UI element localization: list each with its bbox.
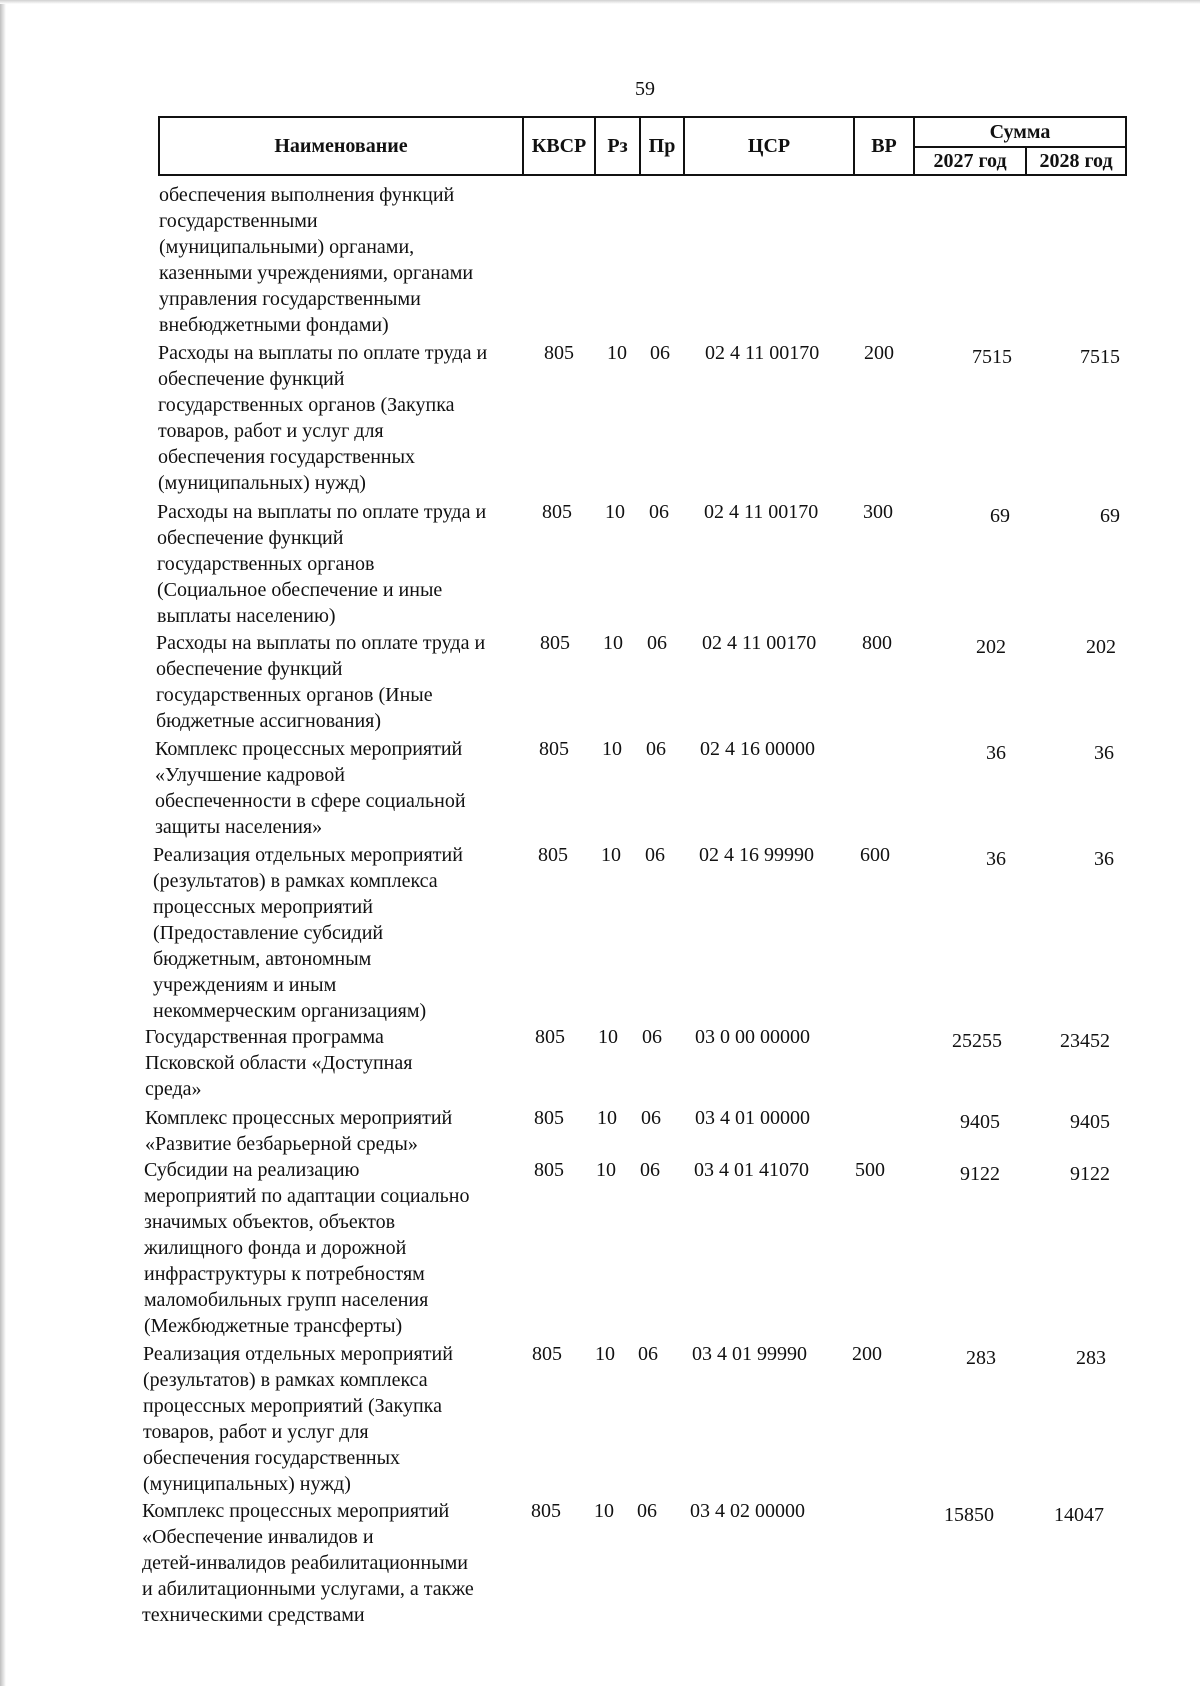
row-name-line: (Социальное обеспечение и иные [157,579,443,601]
cell-2028: 202 [1086,636,1116,658]
cell-csr: 02 4 16 00000 [700,738,815,760]
cell-2027: 283 [966,1347,996,1369]
cell-rz: 10 [597,1107,617,1129]
cell-2027: 25255 [952,1030,1002,1052]
row-name-line: жилищного фонда и дорожной [144,1237,407,1259]
cell-2028: 36 [1094,742,1114,764]
row-name-line: инфраструктуры к потребностям [144,1263,425,1285]
row-name-line: «Развитие безбарьерной среды» [145,1133,418,1155]
row-name-line: маломобильных групп населения [144,1289,429,1311]
row-name-line: управления государственными [159,288,421,310]
cell-2028: 69 [1100,505,1120,527]
row-name-line: государственных органов [157,553,375,575]
row-name-line: процессных мероприятий [153,896,373,918]
cell-kvsr: 805 [538,844,568,866]
row-name-line: обеспечение функций [158,368,345,390]
header-rz: Рз [595,117,640,175]
row-name-line: государственных органов (Закупка [158,394,455,416]
row-name-line: государственными [159,210,318,232]
cell-2028: 14047 [1054,1504,1104,1526]
cell-rz: 10 [594,1500,614,1522]
cell-pr: 06 [637,1500,657,1522]
cell-vr: 600 [860,844,890,866]
row-name-line: защиты населения» [155,816,323,838]
row-name-line: обеспечения государственных [158,446,416,468]
cell-rz: 10 [603,632,623,654]
cell-2027: 69 [990,505,1010,527]
row-name [144,1157,524,1339]
cell-vr: 300 [863,501,893,523]
row-name [156,630,536,734]
cell-csr: 03 4 01 99990 [692,1343,807,1365]
cell-2028: 283 [1076,1347,1106,1369]
cell-2027: 15850 [944,1504,994,1526]
row-name-line: процессных мероприятий (Закупка [143,1395,442,1417]
row-name-line: Комплекс процессных мероприятий [145,1107,453,1129]
cell-vr: 800 [862,632,892,654]
cell-2028: 7515 [1080,346,1120,368]
row-name-line: (Предоставление субсидий [153,922,384,944]
row-name-line: Расходы на выплаты по оплате труда и [156,632,486,654]
cell-2027: 36 [986,742,1006,764]
cell-2027: 36 [986,848,1006,870]
row-name-line: «Обеспечение инвалидов и [142,1526,374,1548]
row-name-line: Псковской области «Доступная [145,1052,413,1074]
row-name-line: Субсидии на реализацию [144,1159,360,1181]
row-name-line: (муниципальных) нужд) [143,1473,351,1495]
row-name-line: (муниципальных) нужд) [158,472,366,494]
row-name [159,182,539,338]
row-name-line: техническими средствами [142,1604,365,1626]
cell-kvsr: 805 [531,1500,561,1522]
cell-pr: 06 [642,1026,662,1048]
cell-rz: 10 [596,1159,616,1181]
row-name-line: (муниципальными) органами, [159,236,415,258]
row-name-line: Комплекс процессных мероприятий [142,1500,450,1522]
row-name-line: (Межбюджетные трансферты) [144,1315,403,1337]
cell-2028: 9122 [1070,1163,1110,1185]
row-name-line: бюджетным, автономным [153,948,372,970]
row-name-line: и абилитационными услугами, а также [142,1578,474,1600]
row-name-line: Реализация отдельных мероприятий [143,1343,453,1365]
row-name-line: внебюджетными фондами) [159,314,389,336]
row-name [155,736,535,840]
row-name-line: учреждениям и иным [153,974,337,996]
cell-pr: 06 [650,342,670,364]
cell-kvsr: 805 [544,342,574,364]
header-pr: Пр [640,117,684,175]
cell-vr: 500 [855,1159,885,1181]
row-name-line: Расходы на выплаты по оплате труда и [158,342,488,364]
row-name [157,499,537,629]
row-name-line: обеспечение функций [157,527,344,549]
cell-vr: 200 [864,342,894,364]
cell-csr: 02 4 11 00170 [702,632,817,654]
row-name [153,842,533,1024]
cell-kvsr: 805 [539,738,569,760]
page-number: 59 [635,78,655,100]
row-name-line: обеспечения выполнения функций [159,184,455,206]
cell-2028: 9405 [1070,1111,1110,1133]
cell-pr: 06 [641,1107,661,1129]
header-kvsr: КВСР [523,117,595,175]
row-name-line: обеспечения государственных [143,1447,401,1469]
cell-pr: 06 [649,501,669,523]
cell-2027: 9122 [960,1163,1000,1185]
header-name: Наименование [159,117,523,175]
cell-csr: 03 4 01 41070 [694,1159,809,1181]
cell-rz: 10 [595,1343,615,1365]
cell-2027: 9405 [960,1111,1000,1133]
cell-2028: 23452 [1060,1030,1110,1052]
row-name-line: товаров, работ и услуг для [158,420,384,442]
cell-rz: 10 [601,844,621,866]
cell-pr: 06 [646,738,666,760]
header-sum: Сумма [914,117,1126,147]
row-name-line: обеспеченности в сфере социальной [155,790,466,812]
cell-pr: 06 [638,1343,658,1365]
row-name-line: (результатов) в рамках комплекса [143,1369,428,1391]
cell-kvsr: 805 [542,501,572,523]
cell-pr: 06 [645,844,665,866]
row-name-line: некоммерческим организациям) [153,1000,427,1022]
row-name-line: «Улучшение кадровой [155,764,345,786]
cell-pr: 06 [647,632,667,654]
cell-kvsr: 805 [534,1107,564,1129]
row-name-line: Государственная программа [145,1026,384,1048]
cell-kvsr: 805 [532,1343,562,1365]
cell-2028: 36 [1094,848,1114,870]
row-name [145,1105,525,1157]
cell-rz: 10 [607,342,627,364]
row-name-line: значимых объектов, объектов [144,1211,396,1233]
row-name-line: Реализация отдельных мероприятий [153,844,463,866]
cell-csr: 02 4 11 00170 [705,342,820,364]
cell-rz: 10 [605,501,625,523]
cell-csr: 03 4 02 00000 [690,1500,805,1522]
row-name [145,1024,525,1102]
row-name-line: Расходы на выплаты по оплате труда и [157,501,487,523]
cell-csr: 03 4 01 00000 [695,1107,810,1129]
cell-kvsr: 805 [535,1026,565,1048]
row-name-line: бюджетные ассигнования) [156,710,382,732]
cell-vr: 200 [852,1343,882,1365]
cell-csr: 03 0 00 00000 [695,1026,810,1048]
cell-2027: 7515 [972,346,1012,368]
cell-rz: 10 [602,738,622,760]
cell-csr: 02 4 11 00170 [704,501,819,523]
header-2027: 2027 год [914,147,1026,175]
row-name-line: товаров, работ и услуг для [143,1421,369,1443]
row-name-line: детей-инвалидов реабилитационными [142,1552,469,1574]
row-name [143,1341,523,1497]
row-name [158,340,538,496]
cell-2027: 202 [976,636,1006,658]
header-2028: 2028 год [1026,147,1126,175]
row-name-line: Комплекс процессных мероприятий [155,738,463,760]
row-name-line: выплаты населению) [157,605,336,627]
header-vr: ВР [854,117,914,175]
cell-rz: 10 [598,1026,618,1048]
cell-csr: 02 4 16 99990 [699,844,814,866]
row-name-line: среда» [145,1078,202,1100]
row-name-line: (результатов) в рамках комплекса [153,870,438,892]
row-name-line: казенными учреждениями, органами [159,262,474,284]
header-csr: ЦСР [684,117,854,175]
row-name [142,1498,542,1628]
cell-pr: 06 [640,1159,660,1181]
row-name-line: государственных органов (Иные [156,684,433,706]
row-name-line: обеспечение функций [156,658,343,680]
cell-kvsr: 805 [540,632,570,654]
row-name-line: мероприятий по адаптации социально [144,1185,470,1207]
cell-kvsr: 805 [534,1159,564,1181]
